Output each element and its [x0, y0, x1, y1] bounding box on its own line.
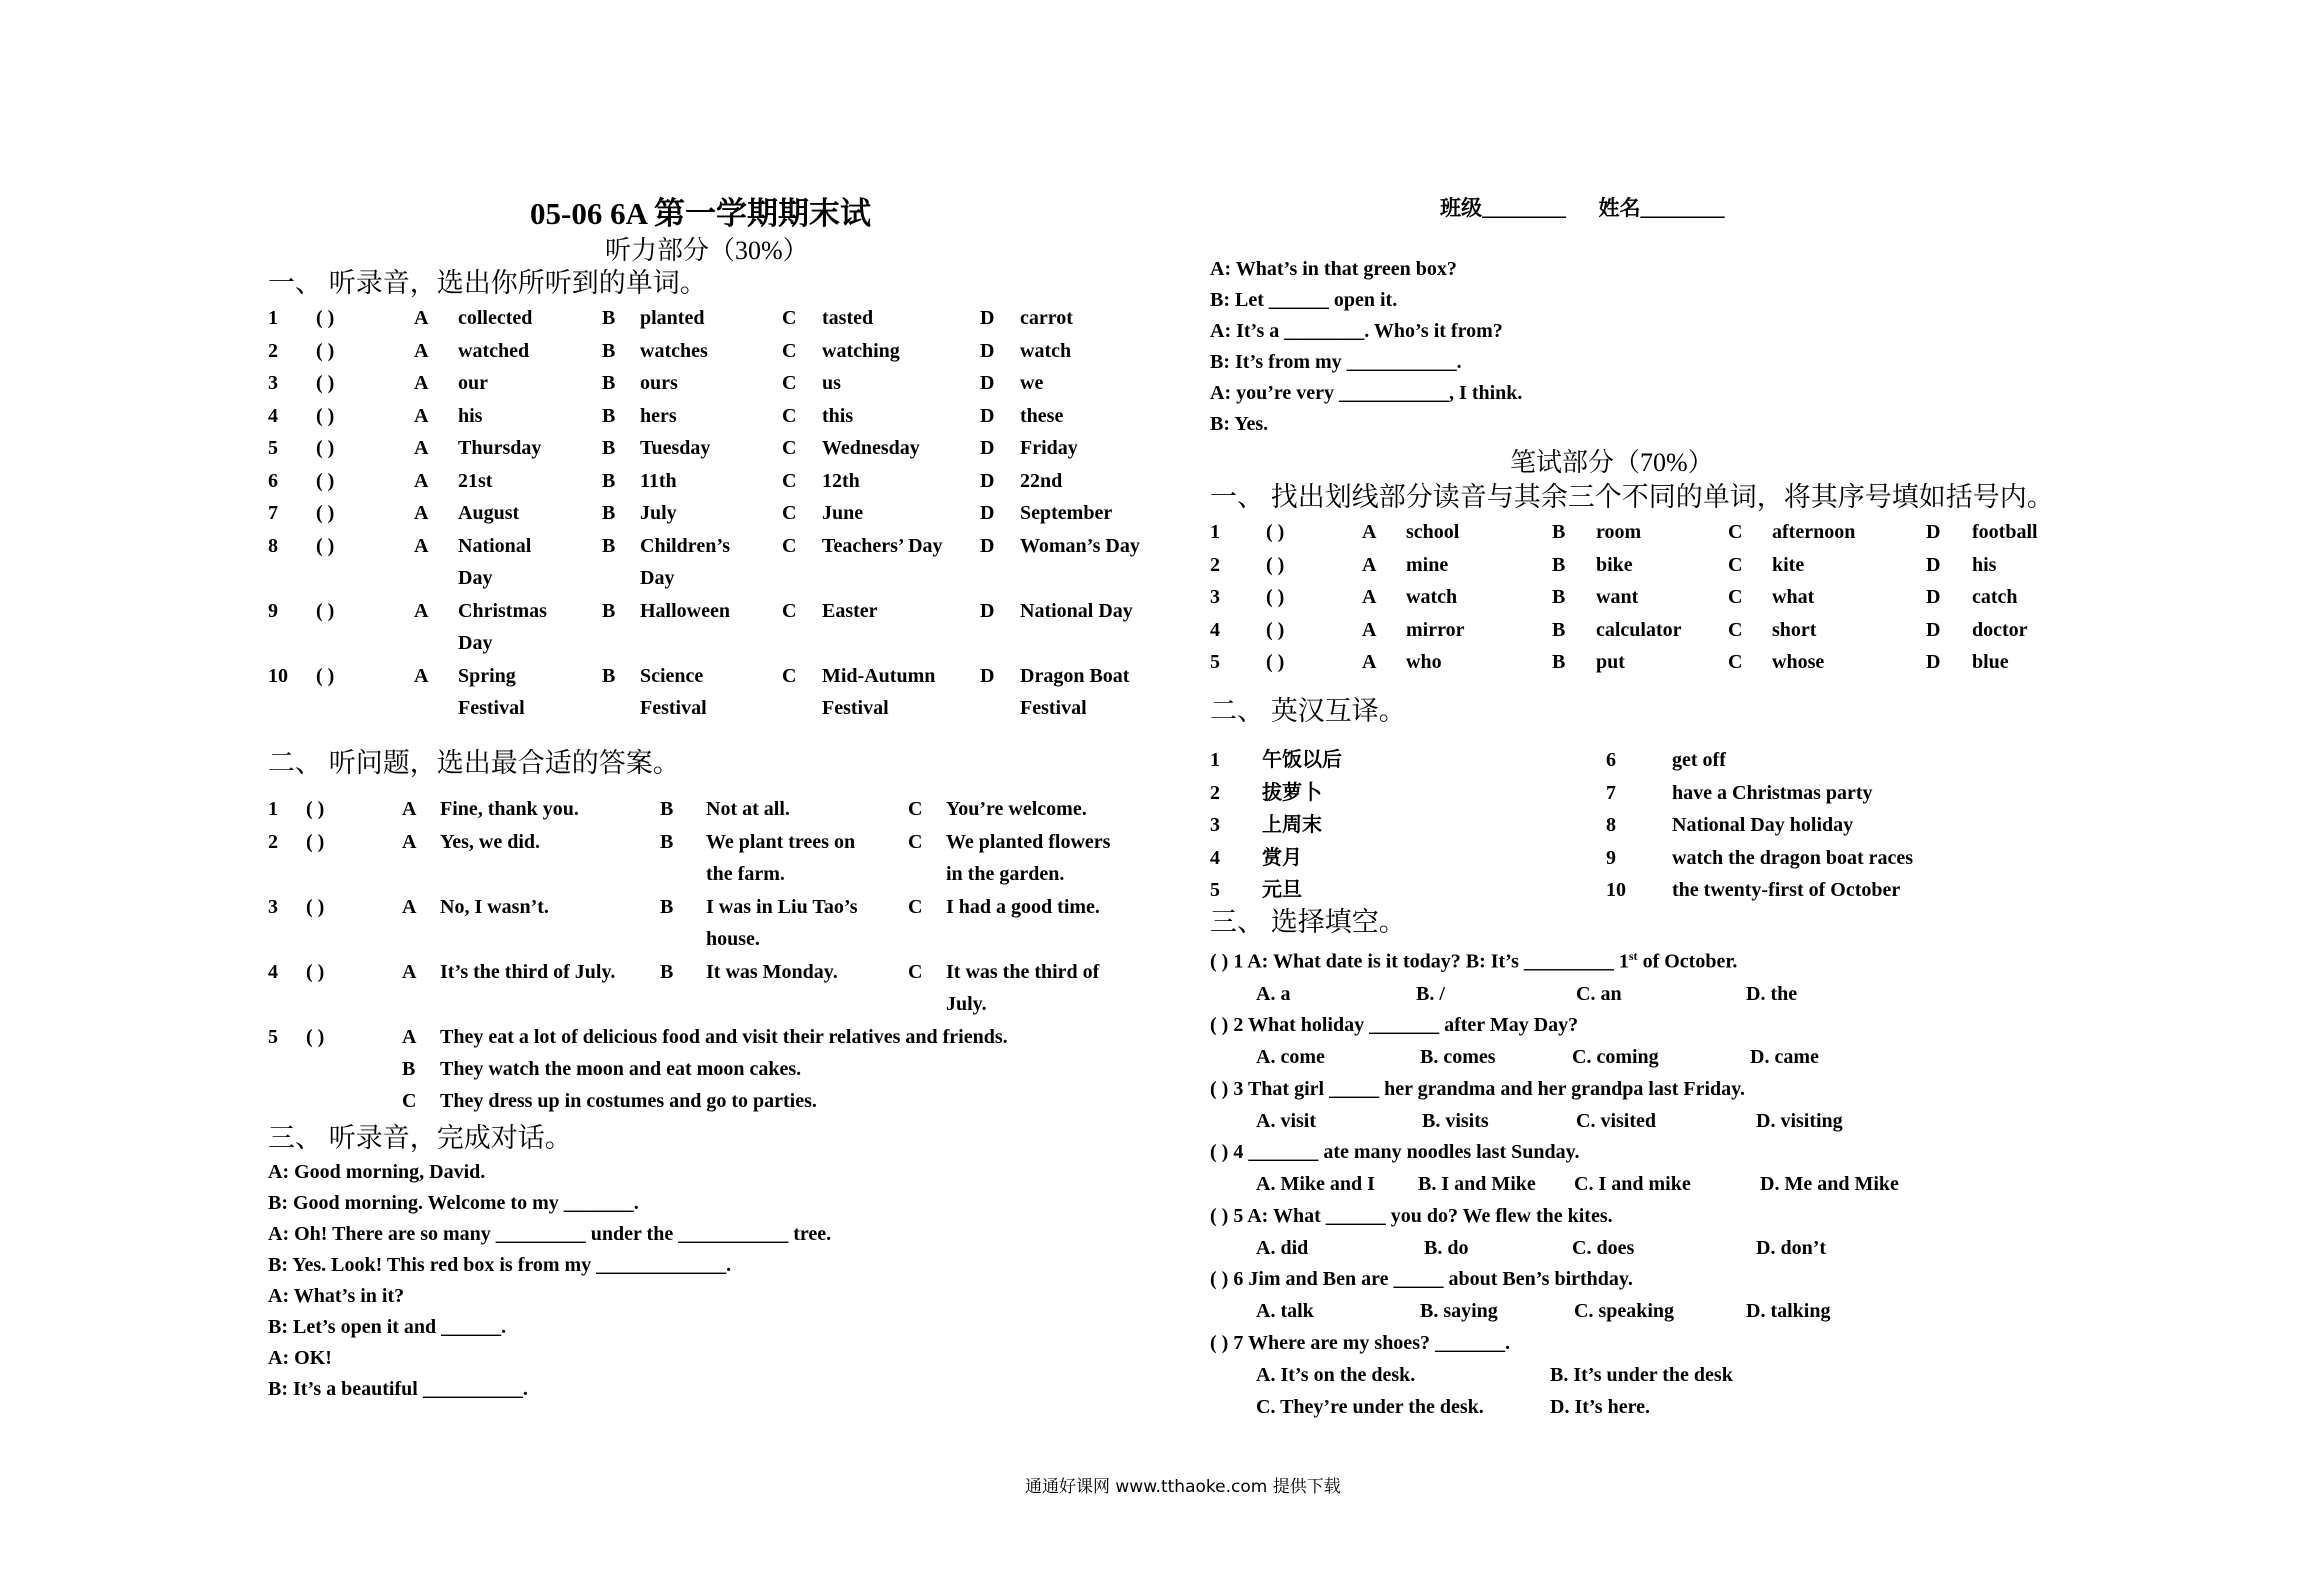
- option-letter: B: [1552, 586, 1566, 608]
- option-letter: C: [1728, 586, 1743, 608]
- mc-options: [1210, 1232, 2130, 1265]
- question-row: 1 ( ) A Fine, thank you. B Not at all. C You’re welcome.: [268, 793, 1168, 826]
- listening-section-3-title: 三、 听录音，完成对话。: [268, 1123, 572, 1153]
- option-letter: D: [980, 534, 995, 557]
- question-row: [1210, 516, 2130, 549]
- option-d[interactable]: these: [1020, 404, 1064, 427]
- answer-bracket[interactable]: ( ): [1266, 586, 1285, 608]
- item-number: 4: [1210, 846, 1220, 869]
- chinese-phrase: 元旦: [1262, 879, 1302, 901]
- mc-question: ( ) 3 That girl _____ her grandma and her grandpa last Friday.: [1210, 1077, 1746, 1100]
- question-row: [1210, 646, 2130, 679]
- option-a[interactable]: Spring: [458, 664, 516, 687]
- question-number: 8: [268, 534, 278, 557]
- option-letter: B: [602, 404, 616, 427]
- question-row: [1210, 581, 2130, 614]
- option-letter: A: [1362, 651, 1377, 673]
- option-letter: B: [602, 534, 616, 557]
- option-a[interactable]: school: [1406, 521, 1460, 543]
- mc-question: ( ) 4 _______ ate many noodles last Sunday.: [1210, 1141, 1580, 1164]
- question-number: 10: [268, 664, 288, 687]
- translation-list: [1210, 744, 2130, 907]
- option-d[interactable]: Dragon Boat: [1020, 664, 1130, 687]
- option-a[interactable]: our: [458, 372, 488, 394]
- dialog-line: A: What’s in that green box?: [1210, 258, 1457, 280]
- option-letter: A: [1362, 618, 1377, 641]
- chinese-phrase: 拔萝卜: [1262, 781, 1322, 804]
- chinese-phrase: 午饭以后: [1262, 749, 1342, 771]
- item-number: 3: [1210, 814, 1220, 836]
- option-c[interactable]: 12th: [822, 469, 860, 492]
- option-c[interactable]: Festival: [822, 696, 889, 719]
- dialog-line: B: Yes.: [1210, 413, 1269, 435]
- english-phrase: the twenty-first of October: [1672, 879, 1901, 901]
- option-letter: A: [1362, 521, 1377, 543]
- option-a[interactable]: who: [1406, 651, 1442, 673]
- option-letter: B: [1552, 618, 1566, 641]
- option-d[interactable]: Friday: [1020, 437, 1078, 459]
- option-letter: A: [414, 599, 429, 622]
- option-b[interactable]: room: [1596, 521, 1642, 543]
- option-letter: A: [414, 339, 429, 362]
- answer-bracket[interactable]: ( ): [1266, 553, 1285, 576]
- option-d[interactable]: D. don’t: [1756, 1236, 1827, 1259]
- option-b[interactable]: bike: [1596, 553, 1633, 576]
- answer-bracket[interactable]: ( ): [316, 339, 335, 362]
- question-number: 5: [268, 437, 278, 459]
- option-letter: B: [602, 307, 616, 329]
- question-number: 3: [1210, 586, 1220, 608]
- option-d[interactable]: Festival: [1020, 696, 1087, 719]
- option-a[interactable]: watch: [1406, 586, 1458, 608]
- option-a[interactable]: mine: [1406, 553, 1449, 576]
- written-subtitle: 笔试部分（70%）: [1510, 448, 1714, 477]
- option-c[interactable]: Wednesday: [822, 437, 920, 459]
- answer-bracket[interactable]: ( ): [306, 895, 325, 918]
- option-d[interactable]: D. the: [1746, 982, 1798, 1005]
- option-a[interactable]: his: [458, 404, 483, 427]
- option-d[interactable]: D. It’s here.: [1550, 1396, 1650, 1419]
- option-a[interactable]: Festival: [458, 696, 525, 719]
- option-letter: B: [602, 599, 616, 622]
- option-letter: D: [980, 404, 995, 427]
- option-letter: C: [782, 372, 797, 394]
- option-c[interactable]: C. an: [1576, 982, 1622, 1005]
- mc-options: [1210, 1168, 2130, 1201]
- question-row: 5 ( ) A They eat a lot of delicious food and visit their relatives and friends. B They watch the moon and eat moon cakes. C They dress up in costumes and go to parties.: [268, 1021, 1168, 1118]
- question-row: [268, 400, 1168, 433]
- answer-bracket[interactable]: ( ): [316, 307, 335, 329]
- option-letter: C: [1728, 521, 1743, 543]
- answer-bracket[interactable]: ( ): [316, 437, 335, 459]
- option-letter: A: [414, 502, 429, 524]
- option-letter: D: [980, 469, 995, 492]
- option-b[interactable]: planted: [640, 307, 705, 329]
- option-letter: C: [782, 599, 797, 622]
- translation-row: [1210, 874, 2130, 907]
- option-letter: A: [414, 534, 429, 557]
- option-letter: D: [1926, 618, 1941, 641]
- option-letter: D: [980, 664, 995, 687]
- option-letter: B: [602, 372, 616, 394]
- question-row: [268, 432, 1168, 465]
- option-c[interactable]: C. visited: [1576, 1109, 1656, 1132]
- option-b[interactable]: B. /: [1416, 982, 1445, 1005]
- option-a[interactable]: A. It’s on the desk.: [1256, 1363, 1416, 1386]
- listening-subtitle: 听力部分（30%）: [605, 236, 809, 265]
- option-d[interactable]: catch: [1972, 586, 2018, 608]
- dialog-line: B: Yes. Look! This red box is from my _____________.: [268, 1254, 732, 1276]
- option-letter: D: [1926, 586, 1941, 608]
- option-letter: C: [1728, 553, 1743, 576]
- option-letter: A: [414, 372, 429, 394]
- item-number: 6: [1606, 749, 1616, 771]
- option-c[interactable]: this: [822, 404, 854, 427]
- option-b[interactable]: Day: [640, 566, 675, 589]
- answer-bracket[interactable]: ( ): [316, 469, 335, 492]
- question-row: [268, 335, 1168, 368]
- option-c[interactable]: Easter: [822, 599, 878, 622]
- footer-credit: 通通好课网 www.tthaoke.com 提供下载: [1025, 1477, 1341, 1497]
- dialog-line: A: Oh! There are so many _________ under the ___________ tree.: [268, 1223, 832, 1245]
- option-letter: C: [782, 469, 797, 492]
- option-a[interactable]: Thursday: [458, 437, 542, 459]
- option-letter: D: [980, 307, 995, 329]
- option-a[interactable]: A. Mike and I: [1256, 1173, 1375, 1196]
- item-number: 2: [1210, 781, 1220, 804]
- option-letter: D: [980, 599, 995, 622]
- option-c[interactable]: short: [1772, 618, 1817, 641]
- option-letter: D: [1926, 651, 1941, 673]
- answer-bracket[interactable]: ( ): [306, 798, 325, 820]
- option-letter: D: [980, 372, 995, 394]
- option-d[interactable]: football: [1972, 521, 2038, 543]
- option-c[interactable]: C. speaking: [1574, 1300, 1675, 1323]
- option-letter: B: [602, 664, 616, 687]
- written-section-1-title: 一、 找出划线部分读音与其余三个不同的单词，将其序号填如括号内。: [1210, 482, 2054, 512]
- option-b[interactable]: July: [640, 502, 677, 524]
- question-row: [268, 302, 1168, 335]
- option-c[interactable]: us: [822, 372, 841, 394]
- dialog-line: A: It’s a ________. Who’s it from?: [1210, 320, 1503, 342]
- option-c[interactable]: Mid-Autumn: [822, 664, 936, 687]
- option-a[interactable]: Christmas: [458, 599, 547, 622]
- option-letter: A: [414, 664, 429, 687]
- option-letter: C: [782, 404, 797, 427]
- option-d[interactable]: we: [1020, 372, 1044, 394]
- dialog-line: B: It’s from my ___________.: [1210, 351, 1462, 373]
- option-d[interactable]: doctor: [1972, 618, 2028, 641]
- question-number: 7: [268, 502, 278, 524]
- option-b[interactable]: B. saying: [1420, 1300, 1498, 1323]
- option-letter: C: [782, 437, 797, 459]
- item-number: 9: [1606, 846, 1616, 869]
- option-a[interactable]: mirror: [1406, 618, 1465, 641]
- option-c[interactable]: kite: [1772, 553, 1805, 576]
- answer-bracket[interactable]: ( ): [316, 502, 335, 524]
- english-phrase: watch the dragon boat races: [1672, 846, 1914, 869]
- option-letter: D: [980, 437, 995, 459]
- option-a[interactable]: August: [458, 502, 520, 524]
- question-row: 2 ( ) A Yes, we did. B We plant trees on the farm. C We planted flowers in the garden.: [268, 826, 1168, 891]
- mc-options: [1210, 1359, 2130, 1392]
- option-letter: A: [1362, 586, 1377, 608]
- option-b[interactable]: B. I and Mike: [1418, 1173, 1536, 1196]
- page-title: 05-06 6A 第一学期期末试: [530, 196, 871, 231]
- option-d[interactable]: D. Me and Mike: [1760, 1173, 1899, 1196]
- mc-options: [1210, 1295, 2130, 1328]
- answer-bracket[interactable]: ( ): [1266, 618, 1285, 641]
- class-field: 班级________: [1440, 196, 1566, 220]
- option-a[interactable]: watched: [458, 339, 530, 362]
- dialog-line: A: OK!: [268, 1347, 332, 1369]
- option-a[interactable]: collected: [458, 307, 533, 329]
- dialog-line: A: What’s in it?: [268, 1285, 405, 1307]
- listening-section-2-title: 二、 听问题，选出最合适的答案。: [268, 748, 680, 778]
- option-c[interactable]: Teachers’ Day: [822, 534, 943, 557]
- option-a[interactable]: National: [458, 534, 532, 557]
- option-c[interactable]: tasted: [822, 307, 874, 329]
- question-row: [268, 465, 1168, 498]
- mc-options: [1210, 978, 2130, 1011]
- option-b[interactable]: put: [1596, 651, 1625, 673]
- option-letter: A: [414, 469, 429, 492]
- option-c[interactable]: whose: [1772, 651, 1825, 673]
- option-a[interactable]: Day: [458, 631, 493, 654]
- option-c[interactable]: June: [822, 502, 864, 524]
- question-number: 6: [268, 469, 278, 492]
- multiple-choice-list: [1210, 941, 2130, 1424]
- question-number: 3: [268, 372, 278, 394]
- item-number: 8: [1606, 814, 1616, 836]
- option-b[interactable]: ours: [640, 372, 678, 394]
- option-d[interactable]: blue: [1972, 651, 2009, 673]
- option-b[interactable]: 11th: [640, 469, 677, 492]
- mc-options: [1210, 1041, 2130, 1074]
- dialog-line: B: Good morning. Welcome to my _______.: [268, 1192, 639, 1214]
- option-letter: C: [782, 339, 797, 362]
- option-letter: A: [414, 307, 429, 329]
- translation-row: [1210, 842, 2130, 875]
- mc-options: [1210, 1391, 2130, 1424]
- dialog-line: A: Good morning, David.: [268, 1161, 486, 1183]
- question-number: 5: [1210, 651, 1220, 673]
- option-d[interactable]: D. talking: [1746, 1300, 1831, 1323]
- option-letter: B: [602, 339, 616, 362]
- option-letter: C: [1728, 651, 1743, 673]
- question-number: 4: [1210, 618, 1220, 641]
- mc-question: ( ) 6 Jim and Ben are _____ about Ben’s birthday.: [1210, 1268, 1633, 1291]
- option-c[interactable]: what: [1772, 586, 1815, 608]
- option-a[interactable]: A. talk: [1256, 1300, 1314, 1323]
- option-letter: D: [1926, 553, 1941, 576]
- option-letter: B: [602, 502, 616, 524]
- option-letter: A: [414, 437, 429, 459]
- chinese-phrase: 赏月: [1262, 846, 1302, 869]
- option-d[interactable]: National Day: [1020, 599, 1133, 622]
- question-row: 3 ( ) A No, I wasn’t. B I was in Liu Tao’s house. C I had a good time.: [268, 891, 1168, 956]
- question-number: 9: [268, 599, 278, 622]
- option-b[interactable]: want: [1596, 586, 1639, 608]
- option-a[interactable]: Day: [458, 566, 493, 589]
- item-number: 5: [1210, 879, 1220, 901]
- item-number: 1: [1210, 749, 1220, 771]
- option-a[interactable]: A. come: [1256, 1046, 1325, 1069]
- question-row: [1210, 614, 2130, 647]
- mc-question: ( ) 5 A: What ______ you do? We flew the kites.: [1210, 1204, 1613, 1227]
- option-b[interactable]: Halloween: [640, 599, 730, 622]
- question-row: [268, 595, 1168, 660]
- answer-bracket[interactable]: ( ): [316, 372, 335, 394]
- mc-options: [1210, 1105, 2130, 1138]
- answer-bracket[interactable]: ( ): [306, 960, 325, 983]
- question-number: 2: [268, 339, 278, 362]
- option-letter: B: [1552, 553, 1566, 576]
- option-d[interactable]: D. came: [1750, 1046, 1819, 1069]
- option-letter: C: [782, 502, 797, 524]
- question-row: [268, 660, 1168, 725]
- option-d[interactable]: 22nd: [1020, 469, 1063, 492]
- answer-bracket[interactable]: ( ): [306, 830, 325, 853]
- option-d[interactable]: Woman’s Day: [1020, 534, 1140, 557]
- option-letter: C: [782, 534, 797, 557]
- written-section-1-list: [1210, 516, 2130, 679]
- mc-question: ( ) 2 What holiday _______ after May Day?: [1210, 1014, 1579, 1037]
- name-field: 姓名________: [1598, 196, 1725, 220]
- english-phrase: National Day holiday: [1672, 814, 1854, 836]
- option-b[interactable]: Science: [640, 664, 704, 687]
- option-d[interactable]: watch: [1020, 339, 1072, 362]
- option-letter: D: [1926, 521, 1941, 543]
- option-b[interactable]: hers: [640, 404, 677, 427]
- option-letter: C: [782, 664, 797, 687]
- option-letter: B: [602, 437, 616, 459]
- option-c[interactable]: C. I and mike: [1574, 1173, 1691, 1196]
- option-d[interactable]: carrot: [1020, 307, 1073, 329]
- option-b[interactable]: calculator: [1596, 618, 1682, 641]
- answer-bracket[interactable]: ( ): [306, 1025, 325, 1048]
- translation-row: [1210, 777, 2130, 810]
- option-c[interactable]: C. They’re under the desk.: [1256, 1396, 1484, 1419]
- dialog-line: B: Let ______ open it.: [1210, 289, 1398, 311]
- question-number: 1: [1210, 521, 1220, 543]
- option-letter: B: [1552, 651, 1566, 673]
- mc-question: ( ) 1 A: What date is it today? B: It’s _________ 1st of October.: [1210, 949, 1738, 973]
- option-letter: C: [1728, 618, 1743, 641]
- option-d[interactable]: D. visiting: [1756, 1109, 1843, 1132]
- option-letter: C: [782, 307, 797, 329]
- option-c[interactable]: C. coming: [1572, 1046, 1659, 1069]
- option-a[interactable]: A. did: [1256, 1236, 1309, 1259]
- answer-bracket[interactable]: ( ): [1266, 651, 1285, 673]
- option-b[interactable]: Festival: [640, 696, 707, 719]
- option-c[interactable]: C. does: [1572, 1236, 1635, 1259]
- option-letter: D: [980, 339, 995, 362]
- question-row: [1210, 549, 2130, 582]
- translation-row: [1210, 744, 2130, 777]
- answer-bracket[interactable]: ( ): [316, 599, 335, 622]
- listening-section-1-list: [268, 302, 1168, 725]
- question-row: [268, 530, 1168, 595]
- question-number: 2: [1210, 553, 1220, 576]
- item-number: 10: [1606, 879, 1626, 901]
- mc-question: ( ) 7 Where are my shoes? _______.: [1210, 1331, 1510, 1354]
- question-number: 1: [268, 307, 278, 329]
- dialog-line: A: you’re very ___________, I think.: [1210, 382, 1523, 404]
- option-b[interactable]: B. visits: [1422, 1109, 1489, 1132]
- chinese-phrase: 上周末: [1262, 814, 1322, 836]
- listening-section-1-title: 一、 听录音，选出你所听到的单词。: [268, 268, 707, 298]
- written-section-3-title: 三、 选择填空。: [1210, 907, 1406, 937]
- answer-bracket[interactable]: ( ): [316, 534, 335, 557]
- option-b[interactable]: B. It’s under the desk: [1550, 1363, 1733, 1386]
- option-letter: A: [414, 404, 429, 427]
- question-number: 4: [268, 404, 278, 427]
- item-number: 7: [1606, 781, 1616, 804]
- option-a[interactable]: 21st: [458, 469, 493, 492]
- answer-bracket[interactable]: ( ): [1266, 521, 1285, 543]
- english-phrase: get off: [1672, 749, 1726, 771]
- option-d[interactable]: his: [1972, 553, 1997, 576]
- option-letter: A: [1362, 553, 1377, 576]
- dialog-line: B: It’s a beautiful __________.: [268, 1378, 528, 1400]
- option-b[interactable]: B. comes: [1420, 1046, 1496, 1069]
- option-letter: B: [602, 469, 616, 492]
- question-row: 4 ( ) A It’s the third of July. B It was Monday. C It was the third of July.: [268, 956, 1168, 1021]
- question-row: [268, 367, 1168, 400]
- option-letter: D: [980, 502, 995, 524]
- question-row: [268, 497, 1168, 530]
- option-d[interactable]: September: [1020, 502, 1113, 524]
- written-section-2-title: 二、 英汉互译。: [1210, 696, 1406, 726]
- answer-bracket[interactable]: ( ): [316, 664, 335, 687]
- translation-row: [1210, 809, 2130, 842]
- listening-section-2-list: [268, 793, 1168, 1118]
- option-c[interactable]: watching: [822, 339, 900, 362]
- option-b[interactable]: watches: [640, 339, 708, 362]
- option-b[interactable]: B. do: [1424, 1236, 1469, 1259]
- option-a[interactable]: A. visit: [1256, 1109, 1316, 1132]
- class-name-fields: [1440, 192, 1725, 222]
- option-a[interactable]: A. a: [1256, 982, 1291, 1005]
- option-b[interactable]: Children’s: [640, 534, 731, 557]
- option-letter: B: [1552, 521, 1566, 543]
- option-b[interactable]: Tuesday: [640, 437, 711, 459]
- dialog-line: B: Let’s open it and ______.: [268, 1316, 507, 1338]
- english-phrase: have a Christmas party: [1672, 781, 1873, 804]
- option-c[interactable]: afternoon: [1772, 521, 1856, 543]
- answer-bracket[interactable]: ( ): [316, 404, 335, 427]
